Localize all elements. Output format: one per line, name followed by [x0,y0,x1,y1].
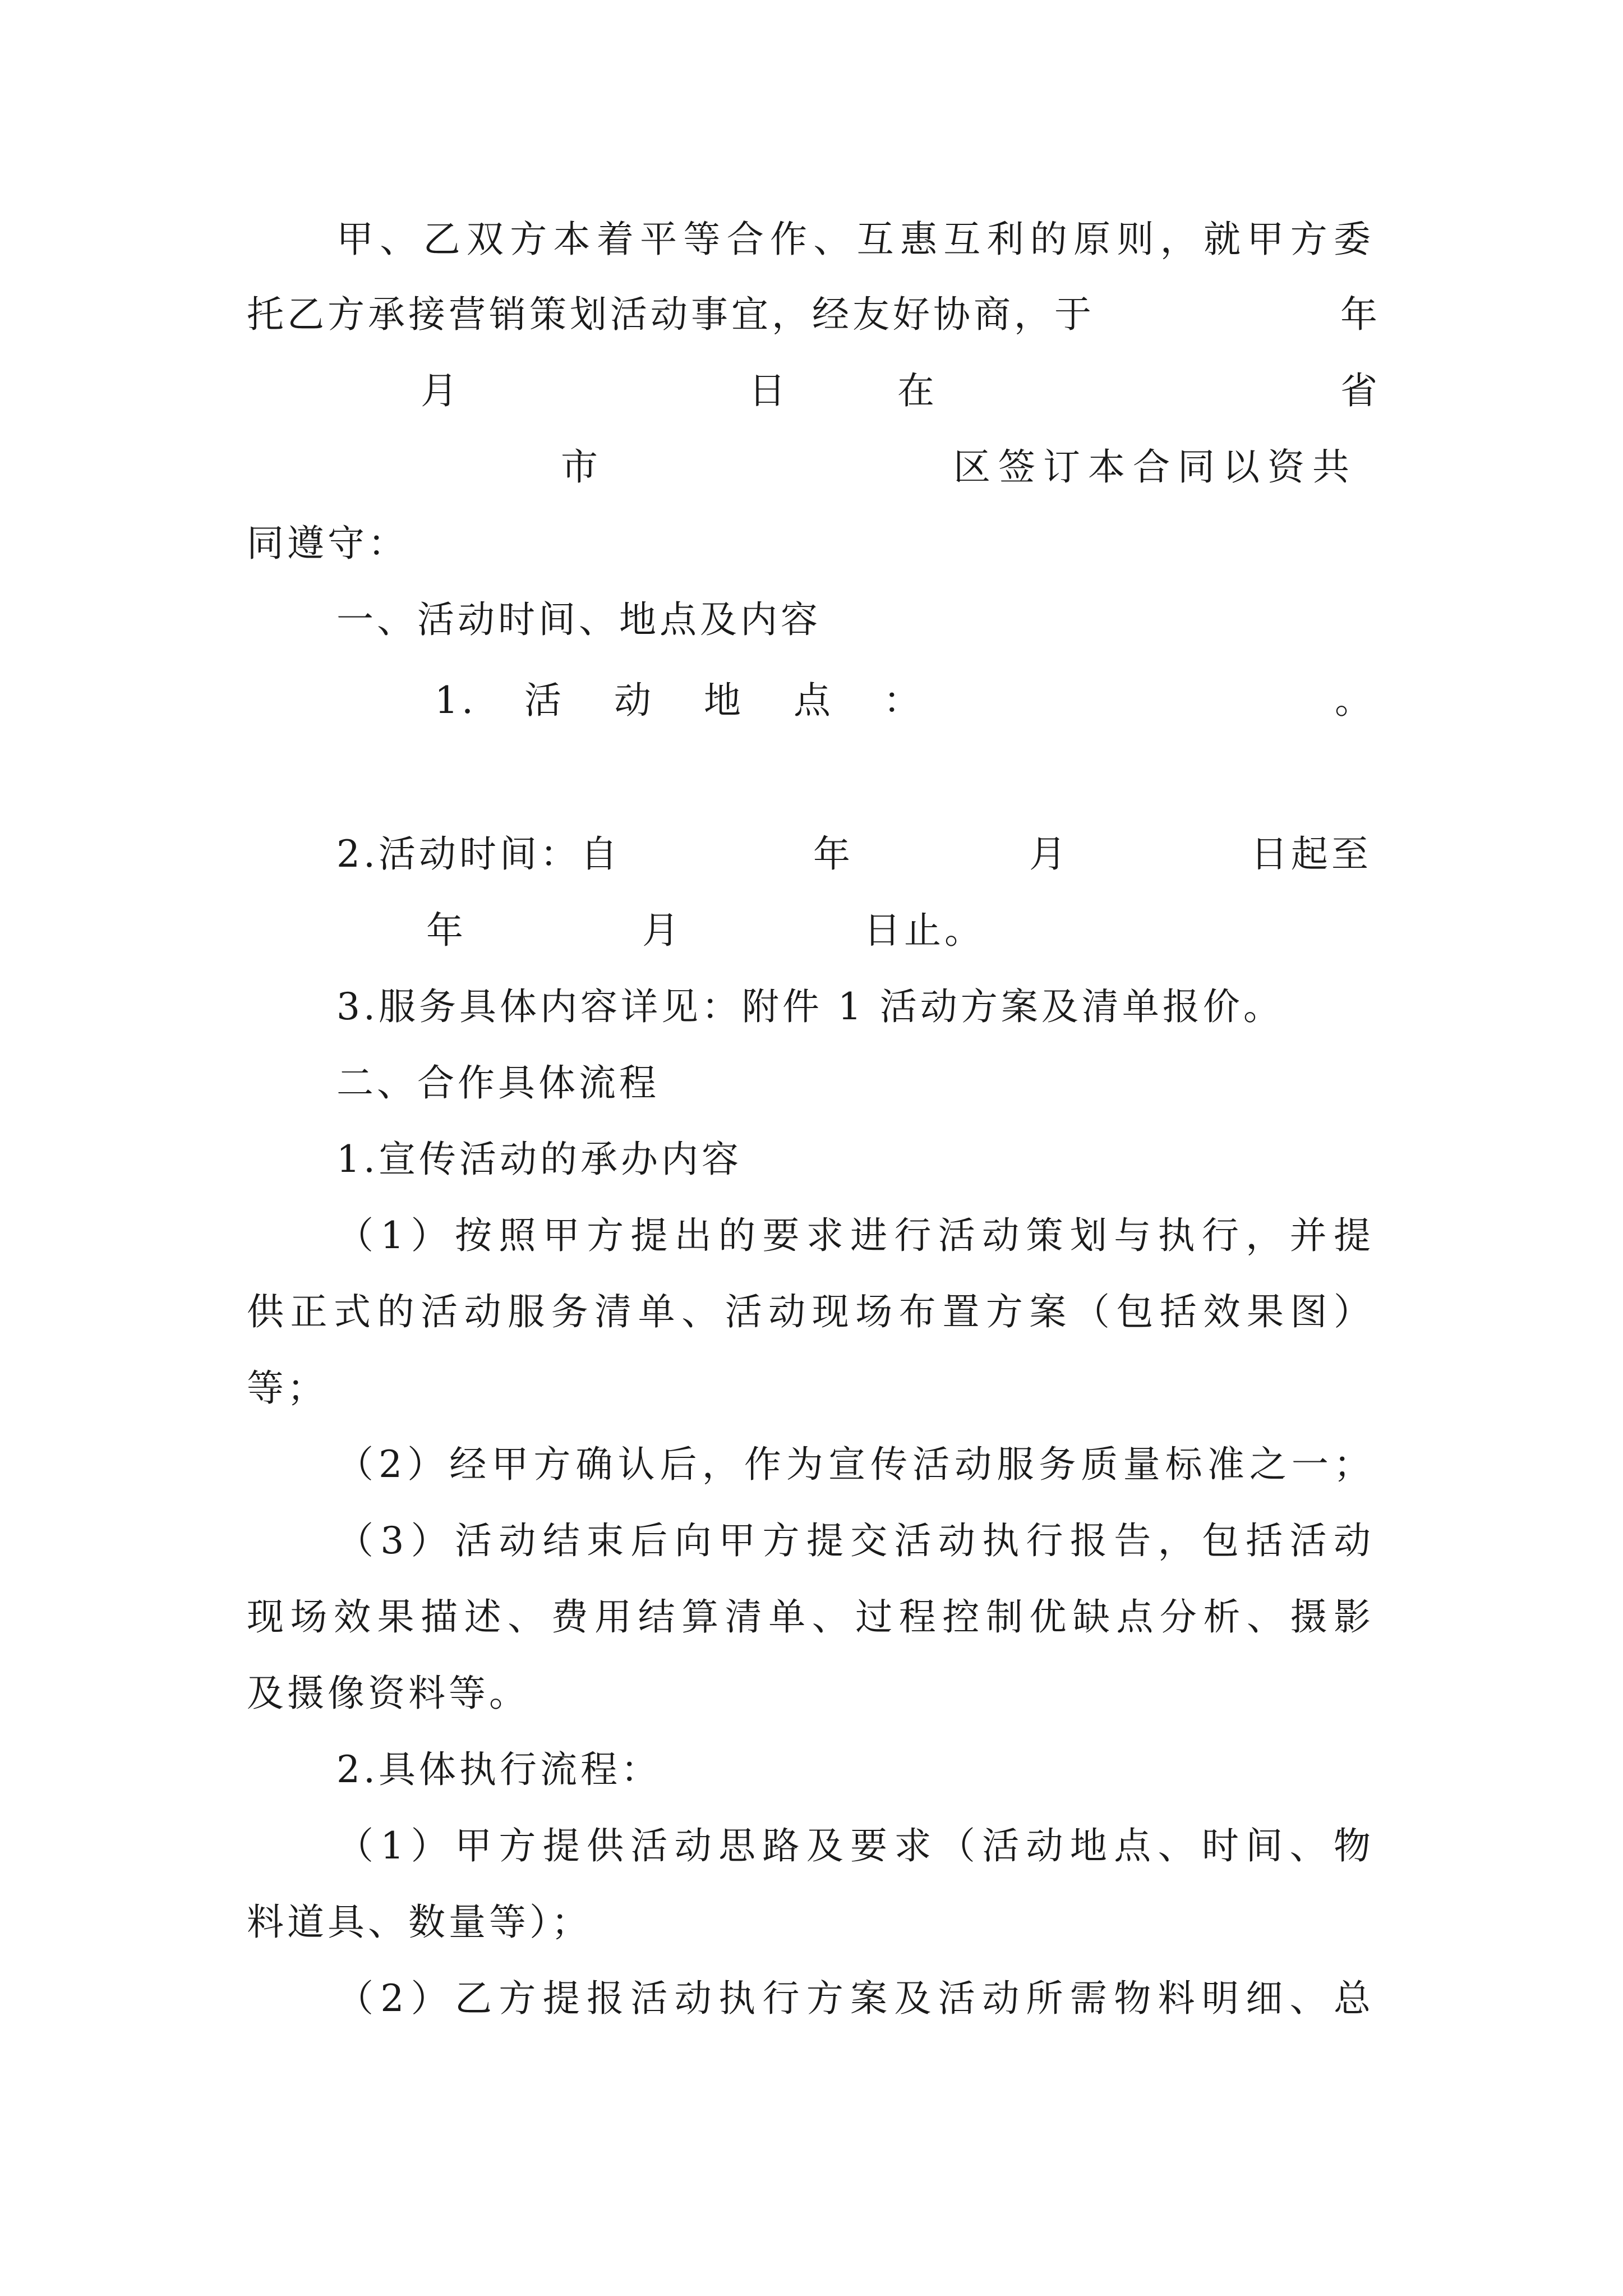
item-end-mark: 。 [1335,679,1375,722]
paragraph-line: 供正式的活动服务清单、活动现场布置方案（包括效果图） [247,1290,1374,1333]
paragraph-line: 同遵守： [247,522,408,565]
paragraph-line: （2）经甲方确认后，作为宣传活动服务质量标准之一； [336,1443,1374,1486]
paragraph-line: 及摄像资料等。 [247,1672,529,1715]
item-text: 日止。 [864,909,985,952]
section-heading: 二、合作具体流程 [336,1061,660,1105]
blank-day-label: 日 [749,369,789,412]
subsection-heading: 1.宣传活动的承办内容 [336,1138,742,1181]
list-item: 3.服务具体内容详见：附件 1 活动方案及清单报价。 [336,985,1284,1028]
paragraph-text: 托乙方承接营销策划活动事宜，经友好协商，于 [247,293,1095,336]
paragraph-line: 等； [247,1366,328,1410]
blank-at-label: 在 [897,369,938,412]
blank-month-label: 月 [1029,832,1069,876]
item-number: 1. [435,679,477,722]
paragraph-line: （3）活动结束后向甲方提交活动执行报告，包括活动 [336,1519,1374,1562]
blank-year-label: 年 [1340,293,1381,336]
paragraph-line: 现场效果描述、费用结算清单、过程控制优缺点分析、摄影 [247,1595,1374,1639]
item-char: 地 [704,679,744,722]
item-text: 日起至 [1251,832,1372,876]
blank-month-label: 月 [642,909,683,952]
blank-province-label: 省 [1340,369,1381,412]
paragraph-line: 甲、乙双方本着平等合作、互惠互利的原则，就甲方委 [336,218,1374,261]
paragraph-line: （1）甲方提供活动思路及要求（活动地点、时间、物 [336,1824,1374,1867]
blank-year-label: 年 [813,832,854,876]
blank-month-label: 月 [421,369,461,412]
paragraph-line: （2）乙方提报活动执行方案及活动所需物料明细、总 [336,1977,1374,2020]
item-colon: ： [883,679,924,722]
paragraph-line: （1）按照甲方提出的要求进行活动策划与执行，并提 [336,1214,1374,1257]
subsection-heading: 2.具体执行流程： [336,1748,661,1791]
blank-year-label: 年 [426,909,467,952]
section-heading: 一、活动时间、地点及内容 [336,598,821,641]
blank-city-label: 市 [561,445,601,489]
item-char: 活 [524,679,565,722]
paragraph-text: 区签订本合同以资共 [953,445,1357,489]
paragraph-line: 料道具、数量等）； [247,1901,592,1944]
item-char: 点 [794,679,834,722]
item-char: 动 [614,679,654,722]
item-label: 2.活动时间：自 [336,832,621,876]
